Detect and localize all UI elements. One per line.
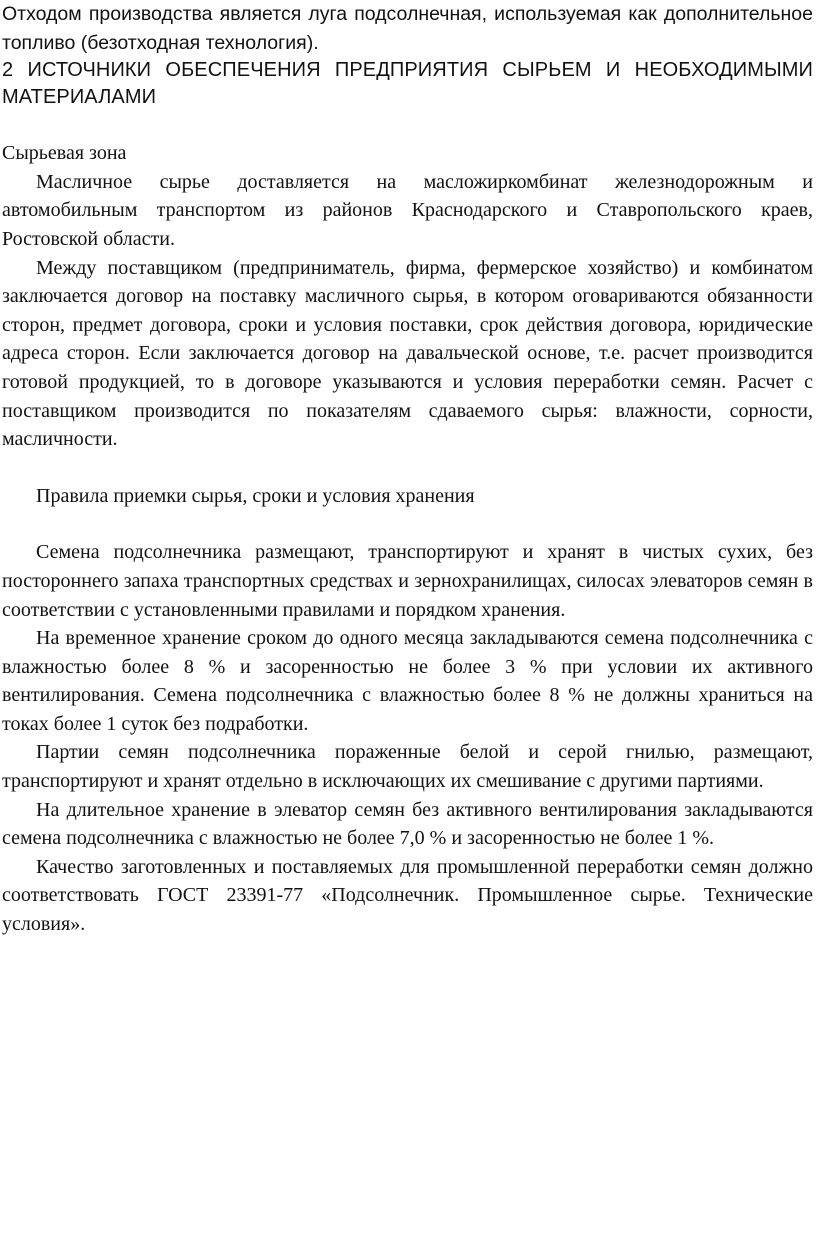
paragraph-contract: Между поставщиком (предприниматель, фирма, фермерское хозяйство) и комбинатом заключается договор на поставку масличного сырья, в котором оговариваются обязанности сторон, предмет договора, сроки и условия поставки, срок действия договора, юридические адреса сторон. Если заключается договор на давальческой основе, т.е. расчет производится готовой продукцией, то в договоре указываются и условия переработки семян. Расчет с поставщиком производится по показателям сдаваемого сырья: влажности, сорности, масличности.: [2, 256, 813, 451]
paragraph-temporary-storage: На временное хранение сроком до одного месяца закладываются семена подсолнечника с влажностью более 8 % и засоренностью не более 3 % при условии их активного вентилирования. Семена подсолнечника с влажностью более 8 % не должны храниться на токах более 1 суток без подработки.: [2, 627, 813, 735]
spacer: [2, 111, 813, 139]
section-heading: 2 ИСТОЧНИКИ ОБЕСПЕЧЕНИЯ ПРЕДПРИЯТИЯ СЫРЬЕМ И НЕОБХОДИМЫМИ МАТЕРИАЛАМИ: [2, 59, 813, 109]
paragraph-infected-lots: Партии семян подсолнечника пораженные белой и серой гнилью, размещают, транспортируют и хранят отдельно в исключающих их смешивание с другими партиями.: [2, 741, 813, 793]
intro-paragraph: Отходом производства является луга подсолнечная, используемая как дополнительное топливо (безотходная технология).: [2, 3, 813, 54]
paragraph-quality-standard: Качество заготовленных и поставляемых для промышленной переработки семян должно соответствовать ГОСТ 23391-77 «Подсолнечник. Промышленное сырье. Технические условия».: [2, 855, 813, 936]
subsection-title-raw-material-zone: Сырьевая зона: [2, 142, 127, 165]
spacer: [2, 454, 813, 482]
paragraph-storage: Семена подсолнечника размещают, транспортируют и хранят в чистых сухих, без постороннего запаха транспортных средствах и зернохранилищах, силосах элеваторов семян в соответствии с установленными правилами и порядком хранения.: [2, 541, 813, 621]
spacer: [2, 510, 813, 538]
subsection-title-acceptance-rules: Правила приемки сырья, сроки и условия хранения: [36, 484, 475, 507]
paragraph-long-term-storage: На длительное хранение в элеватор семян без активного вентилирования закладываются семена подсолнечника с влажностью не более 7,0 % и засоренностью не более 1 %.: [2, 798, 813, 850]
paragraph-delivery: Масличное сырье доставляется на масложиркомбинат железнодорожным и автомобильным транспортом из районов Краснодарского и Ставропольского краев, Ростовской области.: [2, 170, 813, 250]
